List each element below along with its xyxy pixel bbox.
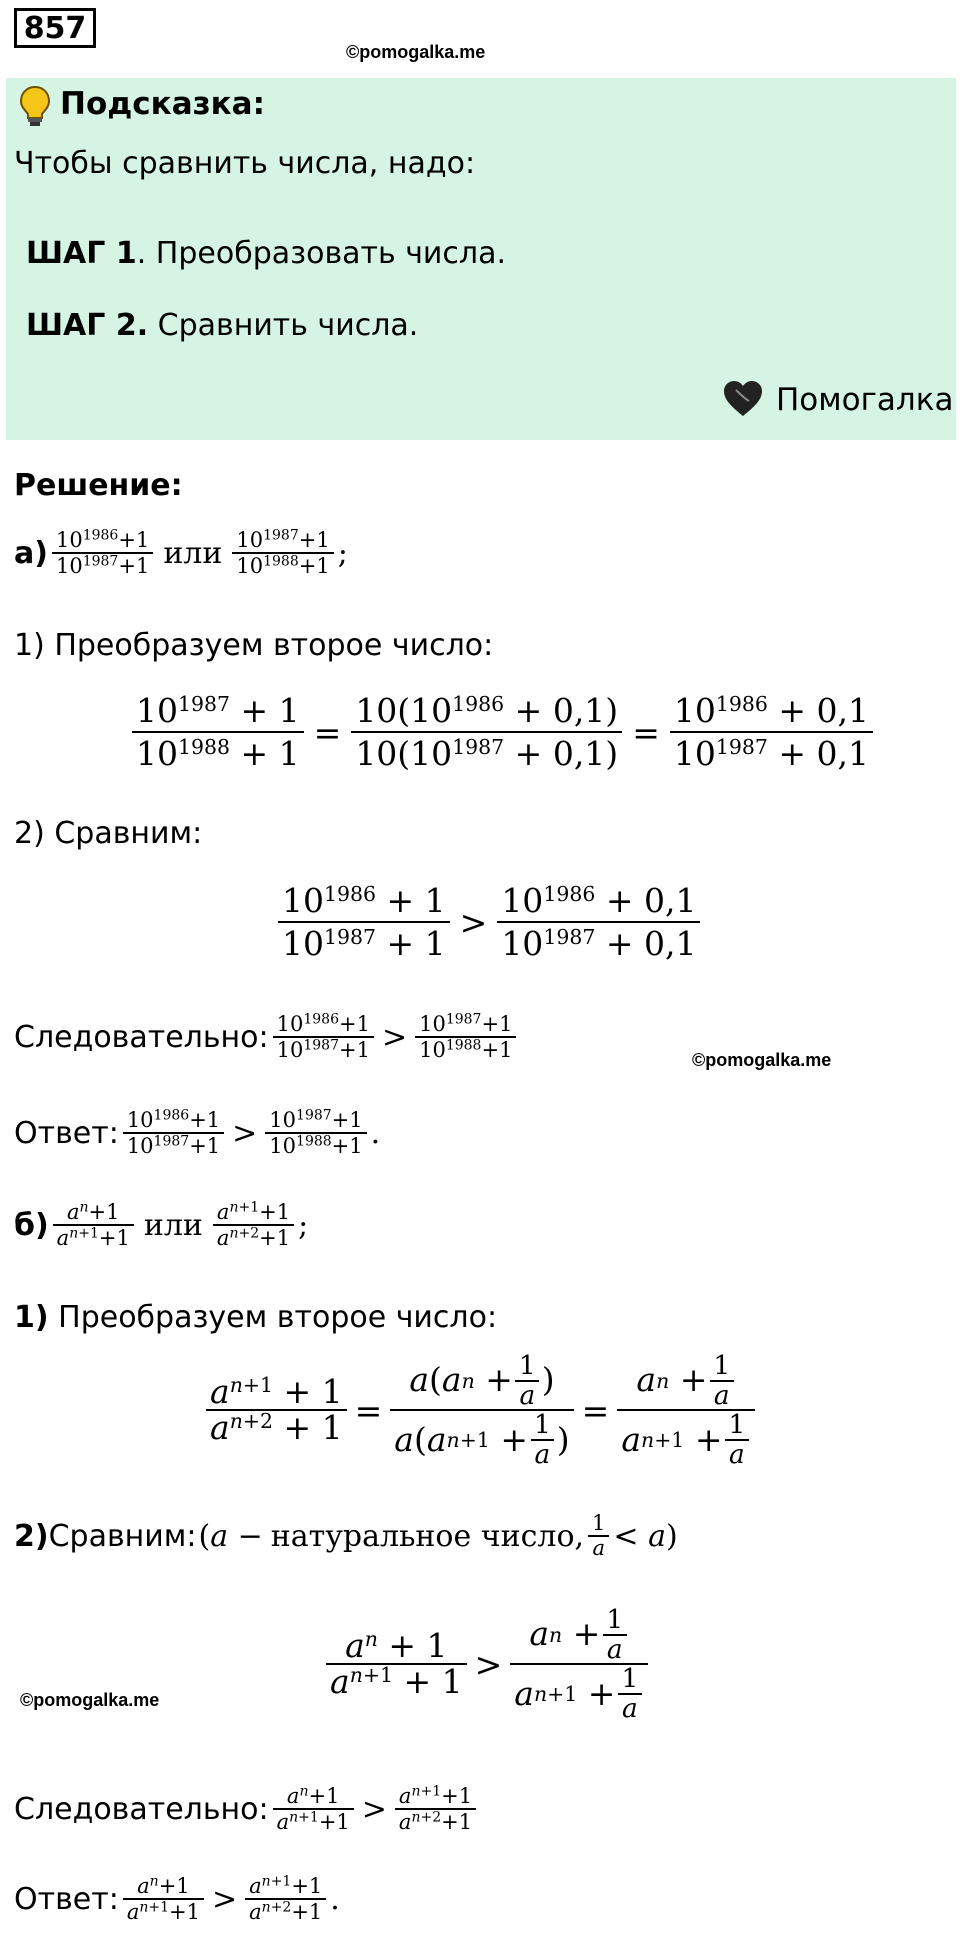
fraction: a ( a n + $\frac{1}{a}$ ) a ( a n+1 + $\frac{1}{a}$ ) — [390, 1352, 573, 1469]
part-a-step-1: 1) Преобразуем второе число: — [14, 628, 494, 663]
answer-label: Ответ: — [14, 1115, 119, 1151]
part-a-step-2: 2) Сравним: — [14, 816, 203, 851]
brand-name: Помогалка — [776, 382, 954, 418]
hint-step-1-label: ШАГ 1 — [26, 236, 137, 271]
fraction: a n + $\frac{1}{a}$ a n+1 + $\frac{1}{a}$ — [510, 1606, 648, 1723]
step-text: Преобразуем второе число: — [48, 1300, 498, 1335]
lightbulb-icon — [18, 84, 52, 128]
part-b-step-1 — [14, 1300, 497, 1335]
fraction: $\frac{a^{n+1}+1}{a^{n+2}+1}$ — [213, 1200, 294, 1250]
hint-intro: Чтобы сравнить числа, надо: — [14, 146, 476, 181]
fraction: $\frac{10^{1987}+1}{10^{1988}+1}$ — [232, 528, 333, 578]
answer-label: Ответ: — [14, 1881, 119, 1917]
therefore-label: Следовательно: — [14, 1791, 269, 1827]
part-b-step-2: 2) Сравним: (a − натуральное число, $\frac{1}{a}$ < a) — [14, 1511, 678, 1561]
fraction: $\frac{10^{1986} + 0,1}{10^{1987} + 0,1}$ — [670, 690, 873, 775]
watermark-bottom: ©pomogalka.me — [20, 1690, 160, 1710]
part-b-therefore: Следовательно: $\frac{a^n+1}{a^{n+1}+1}$ > $\frac{a^{n+1}+1}{a^{n+2}+1}$ — [14, 1784, 480, 1834]
fraction: $\frac{a^n + 1}{a^{n+1} + 1}$ — [326, 1629, 467, 1700]
equation-b-compare: $\frac{a^n + 1}{a^{n+1} + 1}$ > a n + $\frac{1}{a}$ a n+1 + $\frac{1}{a}$ — [324, 1606, 650, 1723]
fraction: a n + $\frac{1}{a}$ a n+1 + $\frac{1}{a}$ — [617, 1352, 755, 1469]
heart-icon — [722, 380, 764, 418]
hint-step-2-text: Сравнить числа. — [148, 308, 419, 343]
part-a-problem — [14, 528, 348, 578]
therefore-label: Следовательно: — [14, 1019, 269, 1055]
fraction: $\frac{10^{1987}+1}{10^{1988}+1}$ — [265, 1108, 366, 1158]
hint-step-1-text: . Преобразовать числа. — [136, 236, 507, 271]
fraction: $\frac{10^{1986}+1}{10^{1987}+1}$ — [273, 1012, 374, 1062]
fraction: $\frac{a^n+1}{a^{n+1}+1}$ — [53, 1200, 134, 1250]
part-a-therefore: Следовательно: $\frac{10^{1986}+1}{10^{1987}+1}$ > $\frac{10^{1987}+1}{10^{1988}+1}$ — [14, 1012, 520, 1062]
fraction: $\frac{10^{1986}+1}{10^{1987}+1}$ — [52, 528, 153, 578]
fraction: $\frac{1}{a}$ — [588, 1512, 609, 1560]
or-word: или — [143, 1207, 203, 1243]
watermark-top: ©pomogalka.me — [346, 42, 486, 62]
part-b-problem — [14, 1200, 308, 1250]
condition-text: натуральное число, — [270, 1518, 585, 1554]
equation-a-transform: $\frac{10^{1987} + 1}{10^{1988} + 1}$ = $\frac{10(10^{1986} + 0,1)}{10(10^{1987} + 0,1)}$ = $\frac{10^{1986} + 0,1}{10^{1987} + 0,1}$ — [128, 690, 877, 775]
fraction: $\frac{10^{1986} + 0,1}{10^{1987} + 0,1}$ — [497, 880, 700, 965]
step-text: Сравним: — [48, 1518, 197, 1554]
part-a-label: а) — [14, 535, 48, 571]
answer-end: . — [370, 1115, 381, 1151]
fraction: $\frac{a^{n+1}+1}{a^{n+2}+1}$ — [395, 1784, 476, 1834]
fraction: $\frac{a^n+1}{a^{n+1}+1}$ — [123, 1874, 204, 1924]
task-number: 857 — [14, 8, 96, 48]
or-word: или — [163, 535, 223, 571]
hint-step-1 — [26, 236, 506, 271]
fraction: $\frac{a^{n+1}+1}{a^{n+2}+1}$ — [245, 1874, 326, 1924]
solution-heading: Решение: — [14, 468, 183, 503]
equation-b-transform: $\frac{a^{n+1} + 1}{a^{n+2} + 1}$ = a ( a n + $\frac{1}{a}$ ) a ( a n+1 + $\frac{1}{a}$ ) = a n + $\frac{1}{a}$ a n+1 + $\frac{1}{a}$ — [204, 1352, 757, 1469]
part-a-answer: Ответ: $\frac{10^{1986}+1}{10^{1987}+1}$ > $\frac{10^{1987}+1}{10^{1988}+1}$ . — [14, 1107, 381, 1159]
fraction: $\frac{10^{1986}+1}{10^{1987}+1}$ — [123, 1108, 224, 1158]
watermark-middle: ©pomogalka.me — [692, 1050, 832, 1070]
fraction: $\frac{10^{1987}+1}{10^{1988}+1}$ — [415, 1012, 516, 1062]
fraction: $\frac{10^{1987} + 1}{10^{1988} + 1}$ — [132, 690, 304, 775]
fraction: $\frac{a^n+1}{a^{n+1}+1}$ — [273, 1784, 354, 1834]
equation-a-compare: $\frac{10^{1986} + 1}{10^{1987} + 1}$ > $\frac{10^{1986} + 0,1}{10^{1987} + 0,1}$ — [274, 880, 704, 965]
step-number: 2) — [14, 1518, 49, 1554]
part-b-answer: Ответ: $\frac{a^n+1}{a^{n+1}+1}$ > $\frac{a^{n+1}+1}{a^{n+2}+1}$ . — [14, 1873, 340, 1925]
hint-title: Подсказка: — [60, 86, 265, 122]
fraction: $\frac{10^{1986} + 1}{10^{1987} + 1}$ — [278, 880, 450, 965]
fraction: $\frac{a^{n+1} + 1}{a^{n+2} + 1}$ — [206, 1375, 347, 1446]
step-number: 1) — [14, 1300, 49, 1335]
fraction: $\frac{10(10^{1986} + 0,1)}{10(10^{1987} + 0,1)}$ — [351, 690, 622, 775]
part-b-label: б) — [14, 1207, 49, 1243]
hint-step-2 — [26, 308, 418, 343]
end-punct: ; — [298, 1207, 309, 1243]
end-punct: ; — [337, 535, 348, 571]
hint-step-2-label: ШАГ 2. — [26, 308, 149, 343]
answer-end: . — [330, 1881, 340, 1917]
